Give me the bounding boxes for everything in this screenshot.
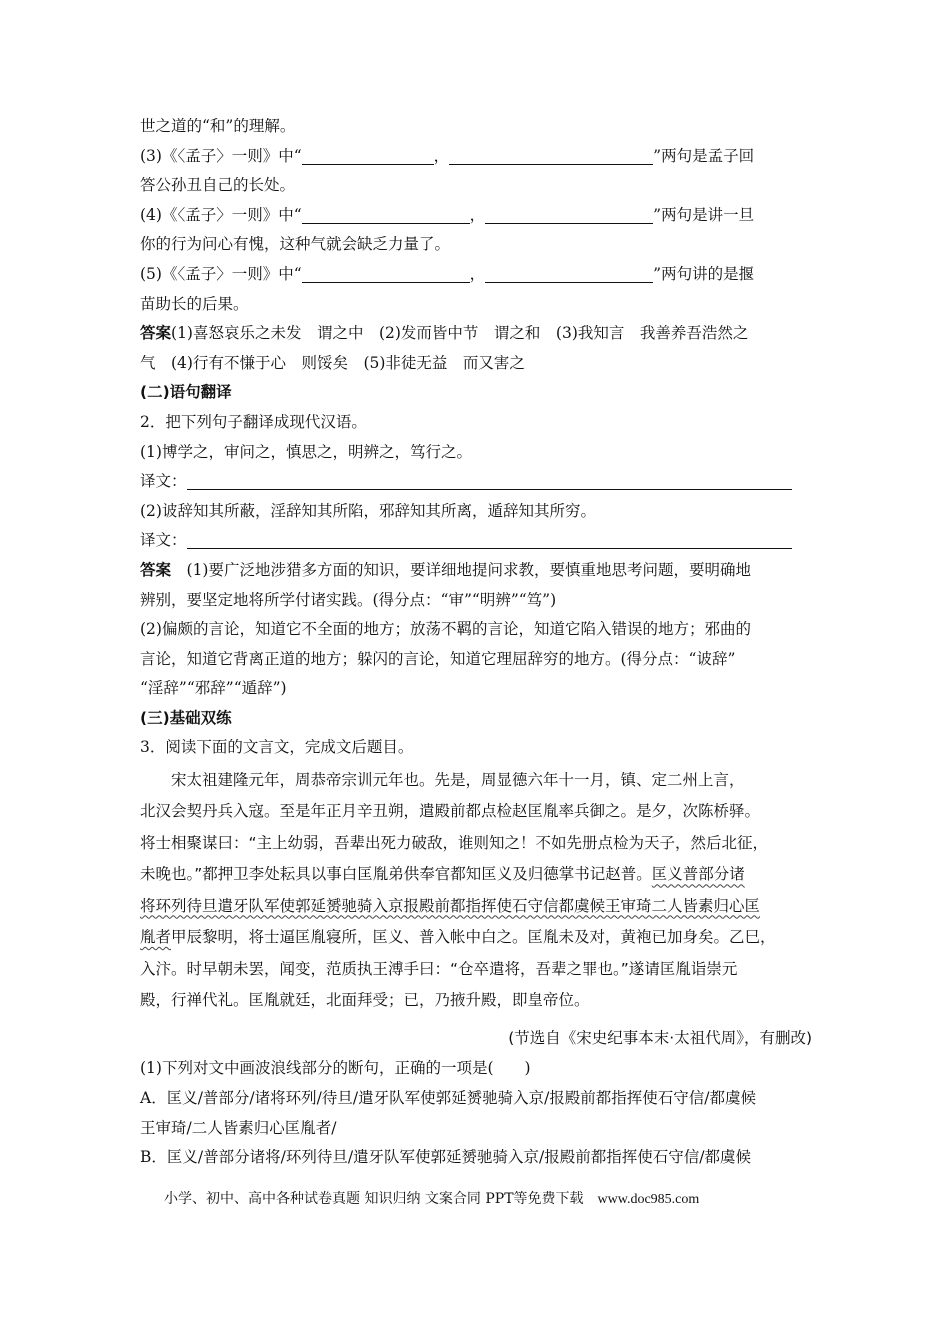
answer-block-2-part2-end: “淫辞”“邪辞”“遁辞”) bbox=[140, 679, 287, 698]
answer-label: 答案 bbox=[140, 560, 172, 579]
answer-block-2-part2-cont: 言论，知道它背离正道的地方；躲闪的言论，知道它理屈辞穷的地方。(得分点：“诐辞” bbox=[140, 649, 736, 668]
passage-line: 北汉会契丹兵入寇。至是年正月辛丑朔，遣殿前都点检赵匡胤率兵御之。是夕，次陈桥驿。 bbox=[140, 802, 761, 821]
passage-line: 未晚也。”都押卫李处耘具以事白匡胤弟供奉官都知匡义及归德掌书记赵普。匡义普部分诸 bbox=[140, 865, 745, 884]
question-3-line: (3)《〈孟子〉一则》中“ ， ”两句是孟子回 bbox=[140, 146, 755, 165]
wavy-underlined-text: 匡义普部分诸 bbox=[651, 865, 745, 884]
option-b: B．匡义/普部分诸将/环列待旦/遣牙队军使郭延赟驰骑入京/报殿前都指挥使石守信/都虞候 bbox=[140, 1148, 752, 1167]
question-4-line: (4)《〈孟子〉一则》中“ ， ”两句是讲一旦 bbox=[140, 205, 755, 224]
passage-line: 入汴。时早朝未罢，闻变，范质执王溥手曰：“仓卒遣将，吾辈之罪也。”遂请匡胤诣崇元 bbox=[140, 959, 738, 978]
passage-line bbox=[140, 891, 812, 922]
answer-blank bbox=[302, 147, 434, 165]
prev-question-tail: 世之道的“和”的理解。 bbox=[140, 117, 296, 135]
translation-blank bbox=[187, 472, 792, 490]
passage-source: (节选自《宋史纪事本末·太祖代周》，有删改) bbox=[508, 1029, 812, 1048]
answer-blank bbox=[485, 206, 653, 224]
translation-line-1: 译文： bbox=[140, 467, 812, 497]
translation-blank bbox=[187, 531, 792, 549]
sentence-2: (2)诐辞知其所蔽，淫辞知其所陷，邪辞知其所离，遁辞知其所穷。 bbox=[140, 501, 596, 520]
wavy-underlined-text: 胤者 bbox=[140, 928, 172, 947]
passage-line: 将士相聚谋曰：“主上幼弱，吾辈出死力破敌，谁则知之！不如先册点检为天子，然后北征， bbox=[140, 833, 769, 852]
answer-blank bbox=[485, 265, 653, 283]
translation-line-2: 译文： bbox=[140, 526, 812, 556]
passage-line: 宋太祖建隆元年，周恭帝宗训元年也。先是，周显德六年十一月，镇、定二州上言， bbox=[140, 771, 745, 790]
answer-block-1: 答案(1)喜怒哀乐之未发 谓之中 (2)发而皆中节 谓之和 (3)我知言 我善养吾浩然之 bbox=[140, 324, 749, 343]
sentence-1: (1)博学之，审问之，慎思之，明辨之，笃行之。 bbox=[140, 442, 472, 461]
question-3: 3．阅读下面的文言文，完成文后题目。 bbox=[140, 738, 414, 757]
wavy-underlined-text: 将环列待旦遣牙队军使郭延赟驰骑入京报殿前都指挥使石守信都虞候王审琦二人皆素归心匡 bbox=[140, 896, 761, 915]
answer-blank bbox=[302, 206, 470, 224]
question-5-line: (5)《〈孟子〉一则》中“ ， ”两句讲的是揠 bbox=[140, 264, 755, 283]
answer-blank bbox=[449, 147, 653, 165]
answer-blank bbox=[302, 265, 470, 283]
passage-line: 殿，行禅代礼。匡胤就廷，北面拜受；已，乃掖升殿，即皇帝位。 bbox=[140, 990, 590, 1009]
sub-question-1: (1)下列对文中画波浪线部分的断句，正确的一项是( ) bbox=[140, 1059, 531, 1078]
document-body bbox=[140, 112, 812, 1173]
answer-label: 答案 bbox=[140, 324, 172, 343]
section-heading-practice: (三)基础双练 bbox=[140, 708, 232, 727]
answer-block-2-cont: 辨别，要坚定地将所学付诸实践。(得分点：“审”“明辨”“笃”) bbox=[140, 590, 557, 609]
option-a: A．匡义/普部分/诸将环列/待旦/遣牙队军使郭延赟驰骑入京/报殿前都指挥使石守信/都虞候 bbox=[140, 1088, 757, 1107]
answer-block-1-cont: 气 (4)行有不慊于心 则馁矣 (5)非徒无益 而又害之 bbox=[140, 353, 525, 372]
answer-block-2-part2: (2)偏颇的言论，知道它不全面的地方；放荡不羁的言论，知道它陷入错误的地方；邪曲的 bbox=[140, 620, 751, 639]
question-5-cont: 苗助长的后果。 bbox=[140, 294, 249, 313]
answer-block-2: 答案 (1)要广泛地涉猎多方面的知识，要详细地提问求教，要慎重地思考问题，要明确地 bbox=[140, 560, 751, 579]
classical-passage bbox=[140, 765, 812, 1016]
passage-line: 胤者甲辰黎明，将士逼匡胤寝所，匡义、普入帐中白之。匡胤未及对，黄袍已加身矣。乙巳， bbox=[140, 928, 776, 947]
page-footer: 小学、初中、高中各种试卷真题 知识归纳 文案合同 PPT等免费下载 www.doc985.com bbox=[164, 1191, 700, 1207]
question-2: 2．把下列句子翻译成现代汉语。 bbox=[140, 412, 367, 431]
question-3-cont: 答公孙丑自己的长处。 bbox=[140, 176, 296, 195]
section-heading-translation: (二)语句翻译 bbox=[140, 383, 232, 402]
option-a-cont: 王审琦/二人皆素归心匡胤者/ bbox=[140, 1118, 337, 1137]
question-4-cont: 你的行为问心有愧，这种气就会缺乏力量了。 bbox=[140, 235, 451, 254]
footer-site: www.doc985.com bbox=[597, 1192, 700, 1207]
